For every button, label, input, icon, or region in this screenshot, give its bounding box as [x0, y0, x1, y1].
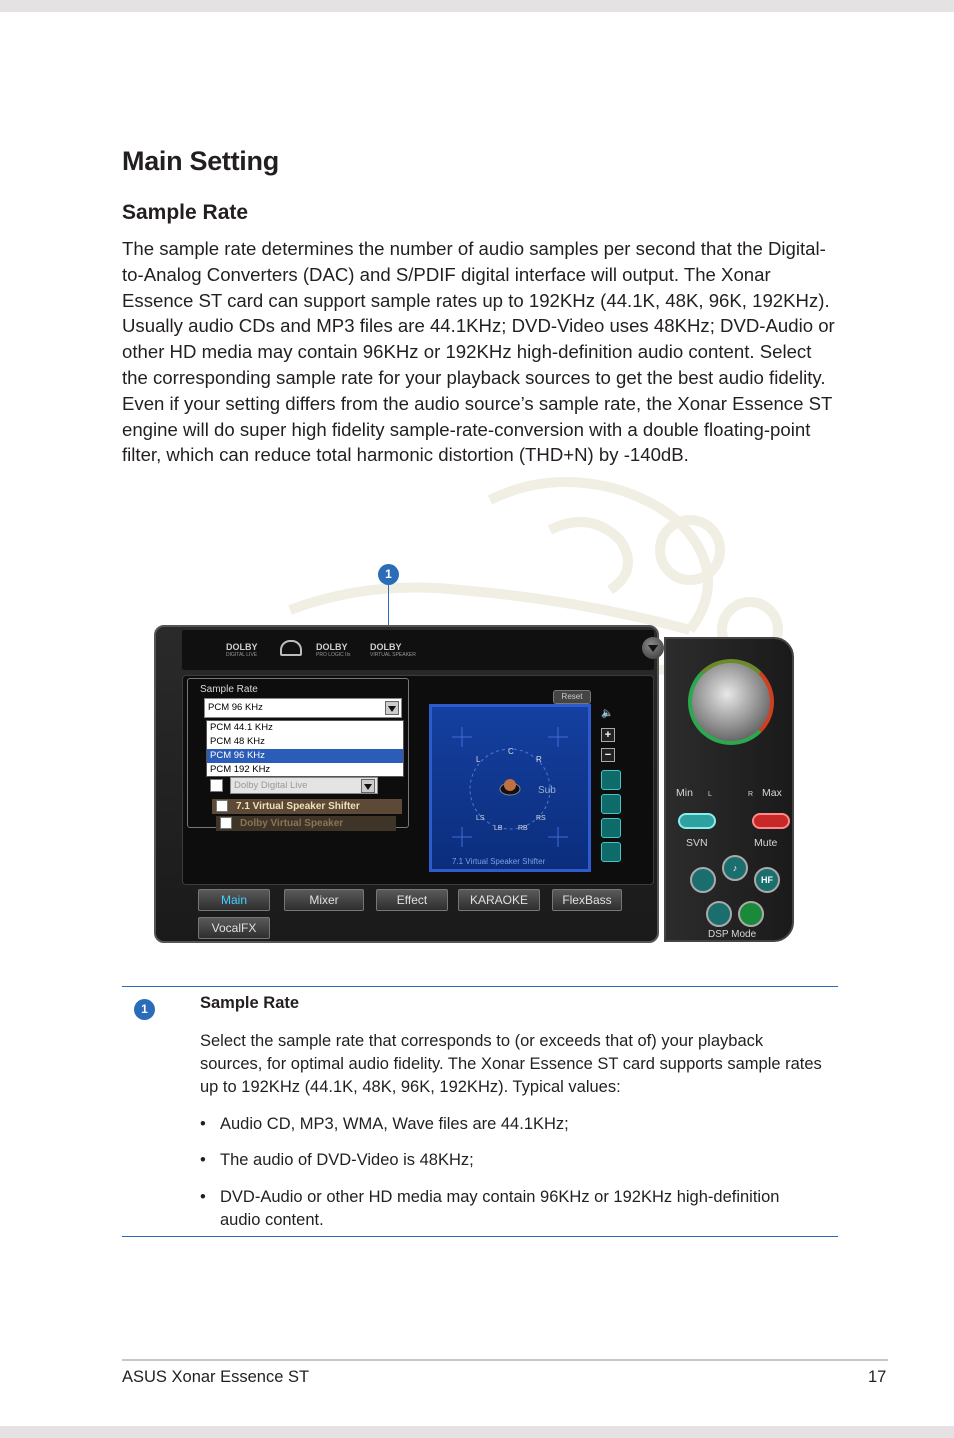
- audio-center-window: [154, 625, 794, 943]
- dsp-mode-label: DSP Mode: [708, 929, 757, 940]
- table-marker-1: 1: [134, 999, 155, 1020]
- top-bar: [182, 630, 654, 670]
- app-frame: [154, 625, 659, 943]
- dolby-vs-checkbox[interactable]: [220, 817, 232, 829]
- speaker-ls[interactable]: LS: [476, 815, 485, 822]
- table-title: Sample Rate: [200, 994, 300, 1012]
- dolby-checkbox[interactable]: [210, 779, 223, 792]
- sample-rate-option[interactable]: PCM 48 KHz: [210, 736, 265, 747]
- speaker-box-label: 7.1 Virtual Speaker Shifter: [452, 857, 546, 866]
- plus-button[interactable]: +: [601, 728, 615, 742]
- sample-rate-option-selected[interactable]: PCM 96 KHz: [207, 749, 403, 763]
- speaker-layout-graphic: [432, 707, 588, 869]
- knob-l-label: L: [708, 791, 712, 798]
- mode-button-4[interactable]: [601, 842, 621, 862]
- menu-dropdown-button[interactable]: [642, 637, 664, 659]
- footer-product-name: ASUS Xonar Essence ST: [122, 1368, 310, 1386]
- sample-rate-group: [187, 678, 409, 828]
- svn-toggle[interactable]: [678, 813, 716, 829]
- table-paragraph: Select the sample rate that corresponds to (or exceeds that of) your playback sources, for optimal audio fidelity. The Xonar Essence ST card supports sample rates up to 192KHz (44.1K, 48K, 96K, 192KHz). Typical values:: [200, 1032, 822, 1096]
- page-number: 17: [868, 1368, 887, 1386]
- tab-main[interactable]: Main: [198, 889, 270, 911]
- tab-effect[interactable]: Effect: [376, 889, 448, 911]
- tab-flexbass[interactable]: FlexBass: [552, 889, 622, 911]
- speaker-rs[interactable]: RS: [536, 815, 546, 822]
- speaker-lb[interactable]: LB: [494, 825, 503, 832]
- tab-vocalfx[interactable]: VocalFX: [198, 917, 270, 939]
- dsp-mode-active-icon[interactable]: [738, 901, 764, 927]
- dsp-mode-music-icon[interactable]: ♪: [722, 855, 748, 881]
- chevron-down-icon[interactable]: [385, 701, 399, 715]
- speaker-sub[interactable]: Sub: [538, 785, 556, 796]
- dolby-pro-logic-logo: DOLBY PRO LOGIC IIx: [316, 642, 351, 658]
- minus-button[interactable]: −: [601, 748, 615, 762]
- sample-rate-list: [206, 720, 404, 777]
- tab-karaoke[interactable]: KARAOKE: [458, 889, 540, 911]
- footer-rule: [122, 1359, 888, 1361]
- speaker-l[interactable]: L: [476, 755, 481, 764]
- reset-button[interactable]: Reset: [553, 690, 591, 704]
- body-paragraph: The sample rate determines the number of audio samples per second that the Digital-to-Analog Converters (DAC) and S/PDIF digital interface will output. The Xonar Essence ST card can support sample rates up to 192KHz (44.1K, 48K, 96K, 192KHz). Usually audio CDs and MP3 files are 44.1KHz; DVD-Video uses 48KHz; DVD-Audio or other HD media may contain 96KHz or 192KHz high-definition audio content. Select the corresponding sample rate for your playback sources to get the best audio fidelity. Even if your setting differs from the audio source’s sample rate, the Xonar Essence ST engine will do super high fidelity sample-rate-conversion with a double floating-point filter, which can reduce total harmonic distortion (THD+N) by -140dB.: [122, 238, 835, 466]
- tab-mixer[interactable]: Mixer: [284, 889, 364, 911]
- dolby-select[interactable]: Dolby Digital Live: [230, 777, 378, 794]
- knob-r-label: R: [748, 791, 754, 798]
- dsp-mode-game-icon[interactable]: [706, 901, 732, 927]
- sample-rate-option[interactable]: PCM 44.1 KHz: [210, 722, 273, 733]
- svn-label: SVN: [686, 837, 708, 849]
- table-bottom-rule: [122, 1236, 838, 1237]
- dsp-mode-hf-icon[interactable]: HF: [754, 867, 780, 893]
- speaker-shifter-area[interactable]: [429, 704, 591, 872]
- knob-min-label: Min: [676, 787, 693, 799]
- knob-max-label: Max: [762, 787, 782, 799]
- mode-button-3[interactable]: [601, 818, 621, 838]
- sample-rate-option[interactable]: PCM 192 KHz: [210, 764, 271, 775]
- volume-knob[interactable]: [688, 659, 774, 745]
- page-edge-top: [0, 0, 954, 12]
- volume-panel: [664, 637, 794, 942]
- dolby-row: [210, 777, 390, 795]
- speaker-c[interactable]: C: [508, 747, 514, 756]
- headphone-icon: [280, 640, 302, 656]
- chevron-down-icon[interactable]: [361, 779, 375, 793]
- section-heading: Sample Rate: [122, 201, 249, 224]
- speaker-r[interactable]: R: [536, 755, 542, 764]
- vs-shifter-checkbox[interactable]: [216, 800, 228, 812]
- mute-toggle[interactable]: [752, 813, 790, 829]
- mute-label: Mute: [754, 837, 778, 849]
- sample-rate-select[interactable]: PCM 96 KHz: [204, 698, 402, 718]
- main-panel: [182, 675, 654, 885]
- sample-rate-label: Sample Rate: [200, 684, 258, 695]
- callout-marker-1: 1: [378, 564, 399, 585]
- table-top-rule: [122, 986, 838, 987]
- mode-button-2[interactable]: [601, 794, 621, 814]
- dolby-virtual-speaker-row[interactable]: Dolby Virtual Speaker: [216, 816, 396, 831]
- dsp-mode-movie-icon[interactable]: [690, 867, 716, 893]
- page-title: Main Setting: [122, 146, 279, 176]
- speaker-rb[interactable]: RB: [518, 825, 528, 832]
- dolby-virtual-speaker-logo: DOLBY VIRTUAL SPEAKER: [370, 642, 416, 658]
- page-edge-bottom: [0, 1426, 954, 1438]
- mode-button-1[interactable]: [601, 770, 621, 790]
- virtual-speaker-shifter-row[interactable]: 7.1 Virtual Speaker Shifter: [212, 799, 402, 814]
- dolby-digital-live-logo: DOLBY DIGITAL LIVE: [226, 642, 258, 658]
- speaker-volume-icon: 🔈: [601, 708, 614, 719]
